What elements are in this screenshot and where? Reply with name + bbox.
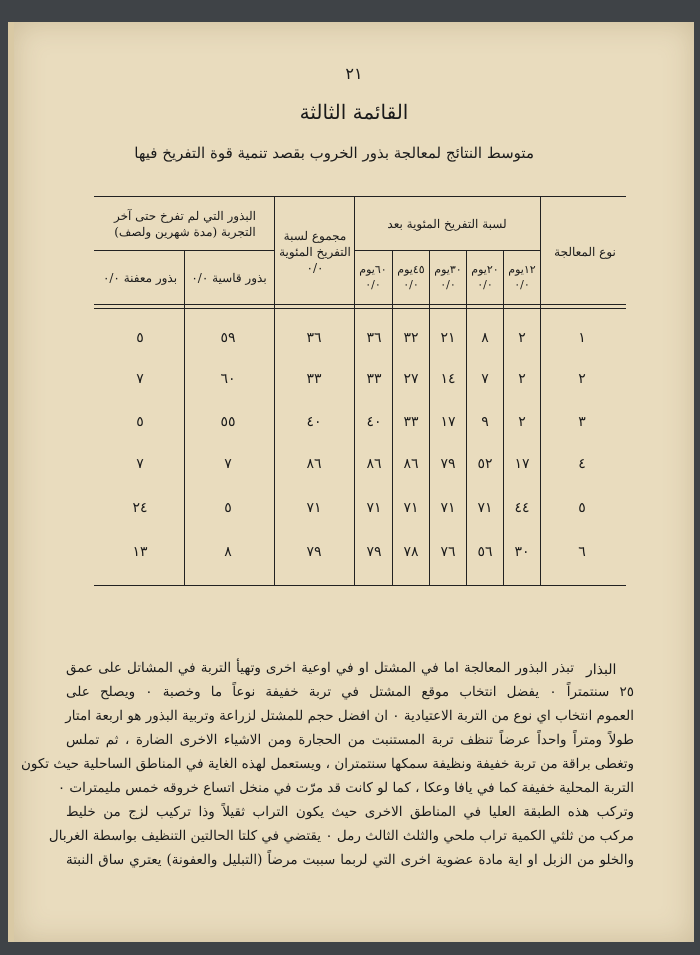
cell-day-45: ٣٢ bbox=[403, 330, 419, 346]
paragraph-line: وتغطى براقة من تربة خفيفة ونظيفة سمكها سنتمتران ، ويستعمل لهذه الغاية في المناطق الساحلية حيث تكون bbox=[20, 756, 634, 772]
cell-day-20: ٧ bbox=[481, 371, 489, 387]
header-treatment: نوع المعالجة bbox=[554, 244, 616, 259]
cell-day-60: ٧٩ bbox=[366, 544, 382, 560]
header-day-60: ٦٠يوم ٠/٠ bbox=[359, 263, 387, 291]
page-number: ٢١ bbox=[345, 64, 363, 83]
cell-day-60: ٨٦ bbox=[366, 456, 382, 472]
header-bottom-rule bbox=[94, 304, 626, 305]
cell-treatment: ٤ bbox=[578, 456, 586, 472]
cell-total: ٣٣ bbox=[306, 371, 322, 387]
cell-day-20: ٥٦ bbox=[477, 544, 493, 560]
cell-day-60: ٤٠ bbox=[366, 414, 382, 430]
cell-treatment: ٣ bbox=[578, 414, 586, 430]
col-divider bbox=[540, 196, 541, 585]
cell-day-45: ٣٣ bbox=[403, 414, 419, 430]
cell-day-60: ٣٦ bbox=[366, 330, 382, 346]
cell-day-30: ٢١ bbox=[440, 330, 456, 346]
paragraph-line: تبذر البذور المعالجة اما في المشتل او في اوعية اخرى وتهيأ التربة في المشاتل على عمق bbox=[66, 660, 574, 676]
cell-hard: ٥ bbox=[224, 500, 232, 516]
cell-day-30: ١٧ bbox=[440, 414, 456, 430]
cell-treatment: ١ bbox=[578, 330, 586, 346]
header-day-20: ٢٠يوم ٠/٠ bbox=[471, 263, 499, 291]
cell-treatment: ٦ bbox=[578, 544, 586, 560]
cell-day-20: ٧١ bbox=[477, 500, 493, 516]
cell-day-20: ٩ bbox=[481, 414, 489, 430]
table-subtitle: متوسط النتائج لمعالجة بذور الخروب بقصد تنمية قوة التفريخ فيها bbox=[134, 144, 534, 162]
cell-day-45: ٢٧ bbox=[403, 371, 419, 387]
table-title: القائمة الثالثة bbox=[299, 100, 409, 124]
paragraph-line: طولاً ومتراً واحداً عرضاً تنظف تربة المستنبت من الحجارة ومن الاشياء الاخرى الضارة ، ثم تملس bbox=[66, 732, 634, 748]
header-germination-group: لسبة التفريخ المئوية بعد bbox=[387, 216, 507, 231]
cell-day-12: ٢ bbox=[518, 371, 526, 387]
cell-day-60: ٣٣ bbox=[366, 371, 382, 387]
cell-day-12: ٢ bbox=[518, 330, 526, 346]
cell-day-30: ٧٦ bbox=[440, 544, 456, 560]
book-page bbox=[8, 22, 694, 942]
cell-day-12: ٤٤ bbox=[514, 500, 530, 516]
cell-rotten: ٧ bbox=[136, 371, 144, 387]
cell-day-30: ٧٩ bbox=[440, 456, 456, 472]
cell-day-20: ٨ bbox=[481, 330, 489, 346]
header-day-45: ٤٥يوم ٠/٠ bbox=[397, 263, 425, 291]
cell-day-12: ١٧ bbox=[514, 456, 530, 472]
cell-total: ٧٩ bbox=[306, 544, 322, 560]
cell-day-12: ٢ bbox=[518, 414, 526, 430]
cell-rotten: ٧ bbox=[136, 456, 144, 472]
body-paragraph bbox=[20, 656, 634, 872]
section-label: البذار bbox=[586, 662, 617, 678]
paragraph-line: التربة المحلية خفيفة كما في يافا وعكا ، كما لو كانت قد مرّت في منخل اتساع خروقه خمس مليمترات ٠ bbox=[57, 780, 634, 796]
cell-hard: ٥٩ bbox=[220, 330, 236, 346]
cell-total: ٣٦ bbox=[306, 330, 322, 346]
cell-day-12: ٣٠ bbox=[514, 544, 530, 560]
cell-treatment: ٢ bbox=[578, 371, 586, 387]
cell-day-30: ٧١ bbox=[440, 500, 456, 516]
cell-day-30: ١٤ bbox=[440, 371, 456, 387]
header-day-30: ٣٠يوم ٠/٠ bbox=[434, 263, 462, 291]
paragraph-line: والخلو من الزبل او اية مادة عضوية اخرى التي لربما سببت مرضاً (التبليل والعفونة) يعتري ساق النبتة bbox=[66, 852, 634, 868]
cell-hard: ٨ bbox=[224, 544, 232, 560]
cell-total: ٤٠ bbox=[306, 414, 322, 430]
header-bottom-rule-double bbox=[94, 308, 626, 309]
cell-rotten: ٥ bbox=[136, 414, 144, 430]
cell-rotten: ١٣ bbox=[132, 544, 148, 560]
col-divider bbox=[184, 250, 185, 585]
header-rotten-seeds: بذور معفنة ٠/٠ bbox=[102, 270, 178, 285]
cell-day-20: ٥٢ bbox=[477, 456, 493, 472]
cell-hard: ٧ bbox=[224, 456, 232, 472]
col-divider bbox=[274, 196, 275, 585]
cell-day-60: ٧١ bbox=[366, 500, 382, 516]
paragraph-line: وتركب هذه الطبقة العليا في المناطق الاخرى حيث يكون التراب ثقيلاً وذا تركيب لزج من خليط bbox=[66, 804, 634, 820]
paragraph-line: العموم انتخاب اي نوع من التربة الاعتيادية ٠ ان افضل حجم للمشتل لزراعة وتربية البذور هو اربعة امتار bbox=[65, 708, 634, 724]
header-total: مجموع لسبة التفريخ المئوية ٠/٠ bbox=[279, 228, 351, 276]
cell-hard: ٥٥ bbox=[220, 414, 236, 430]
paragraph-line: مركب من ثلثي الكمية تراب ملحي والثلث الثالث رمل ٠ يقتضي في كلتا الحالتين التنظيف بواسطة الغربال bbox=[48, 828, 634, 844]
germination-group-rule bbox=[354, 250, 540, 251]
table-bottom-rule bbox=[94, 585, 626, 586]
cell-treatment: ٥ bbox=[578, 500, 586, 516]
cell-hard: ٦٠ bbox=[220, 371, 236, 387]
table-top-rule bbox=[94, 196, 626, 197]
cell-day-45: ٨٦ bbox=[403, 456, 419, 472]
cell-rotten: ٥ bbox=[136, 330, 144, 346]
cell-day-45: ٧١ bbox=[403, 500, 419, 516]
header-day-12: ١٢يوم ٠/٠ bbox=[508, 263, 536, 291]
cell-total: ٧١ bbox=[306, 500, 322, 516]
header-hard-seeds: بذور قاسية ٠/٠ bbox=[191, 270, 267, 285]
cell-total: ٨٦ bbox=[306, 456, 322, 472]
paragraph-line: ٢٥ سنتمتراً ٠ يفضل انتخاب موقع المشتل في تربة خفيفة نوعاً ما وخصبة ٠ ويصلح على bbox=[66, 684, 634, 700]
cell-rotten: ٢٤ bbox=[132, 500, 148, 516]
cell-day-45: ٧٨ bbox=[403, 544, 419, 560]
header-ungerminated-group: البذور التي لم تفرخ حتى آخر التجربة (مدة شهرين ولصف) bbox=[113, 208, 257, 239]
